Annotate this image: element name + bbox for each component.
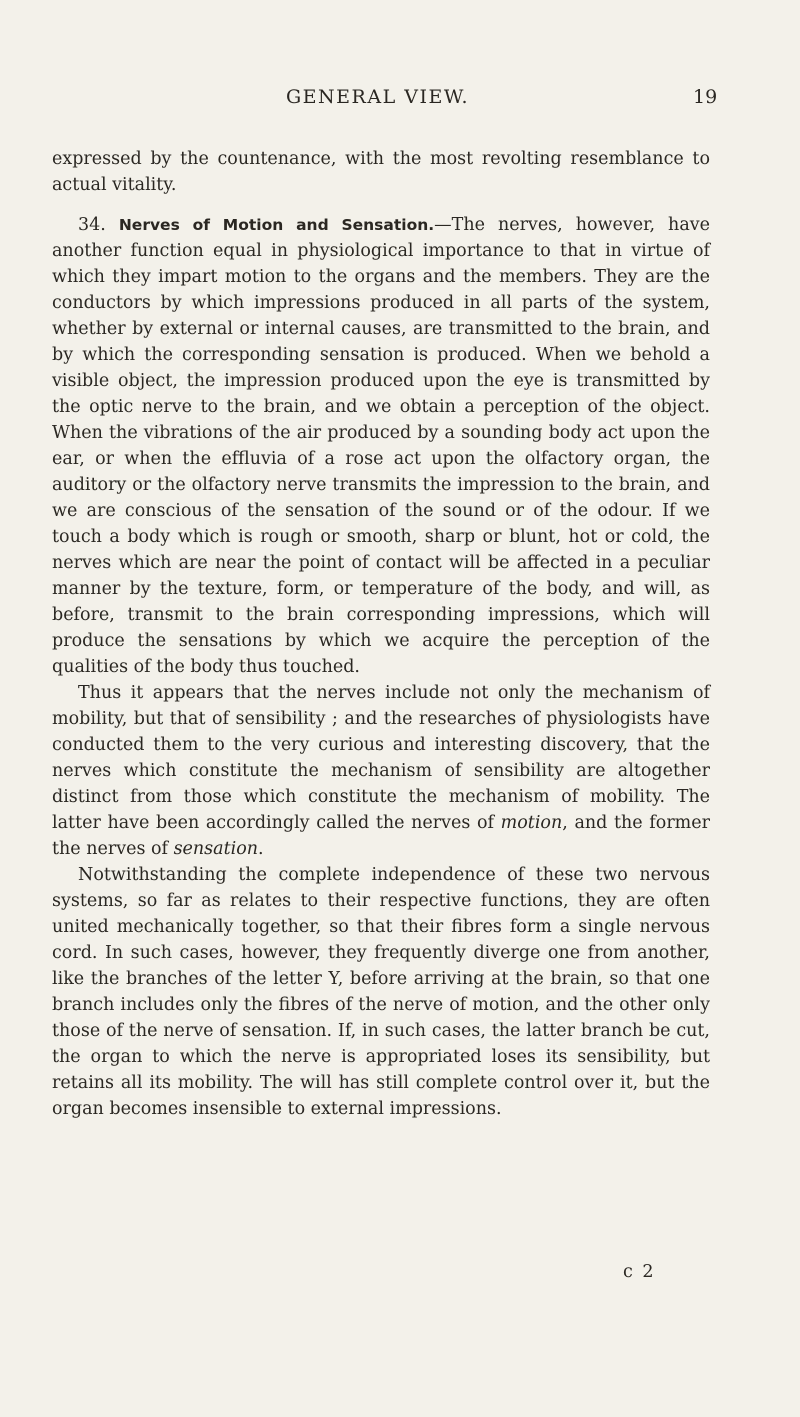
signature-mark: c 2 [623,1262,656,1282]
section-number: 34. [78,215,106,235]
nerve-types-text-end: . [258,839,264,859]
section-heading: Nerves of Motion and Sensation. [118,216,435,234]
term-motion: motion [500,813,563,833]
section-34-paragraph [52,212,710,680]
page-number: 19 [693,86,718,108]
term-sensation: sensation [173,839,259,859]
paragraph-continuation: expressed by the countenance, with the most revolting resemblance to actual vitality. [52,149,710,195]
running-title: GENERAL VIEW. [286,86,470,108]
page-header [0,86,800,116]
nerve-types-text: Thus it appears that the nerves include not only the mechanism of mobility, but that of sensibility ; and the researches of physiologists have conducted them to the very curious and interesting discovery, that the nerves which constitute the mechanism of sensibility are altogether distinct from those which constitute the mechanism of mobility. The latter have been accordingly called the nerves of [52,683,710,833]
paragraph-independence: Notwithstanding the complete independence of these two nervous systems, so far as relates to their respective functions, they are often united mechanically together, so that their fibres form a single nervous cord. In such cases, however, they frequently diverge one from another, like the branches of the letter Y, before arriving at the brain, so that one branch includes only the fibres of the nerve of motion, and the other only those of the nerve of sensation. If, in such cases, the latter branch be cut, the organ to which the nerve is appropriated loses its sensibility, but retains all its mobility. The will has still complete control over it, but the organ becomes insensible to external impressions. [52,865,710,1119]
body-text [52,146,710,1122]
nerve-types-text-middle: , and the former the nerves of [52,813,711,859]
paragraph-nerve-types [52,680,710,862]
section-text: —The nerves, however, have another function equal in physiological importance to that in virtue of which they impart motion to the organs and the members. They are the conductors by which impressions produced in all parts of the system, whether by external or internal causes, are transmitted to the brain, and by which the corresponding sensation is produced. When we behold a visible object, the impression produced upon the eye is transmitted by the optic nerve to the brain, and we obtain a perception of the object. When the vibrations of the air produced by a sounding body act upon the ear, or when the effluvia of a rose act upon the olfactory organ, the auditory or the olfactory nerve transmits the impression to the brain, and we are conscious of the sensation of the sound or of the odour. If we touch a body which is rough or smooth, sharp or blunt, hot or cold, the nerves which are near the point of contact will be affected in a peculiar manner by the texture, form, or temperature of the body, and will, as before, transmit to the brain corresponding impressions, which will produce the sensations by which we acquire the perception of the qualities of the body thus touched. [52,215,710,677]
